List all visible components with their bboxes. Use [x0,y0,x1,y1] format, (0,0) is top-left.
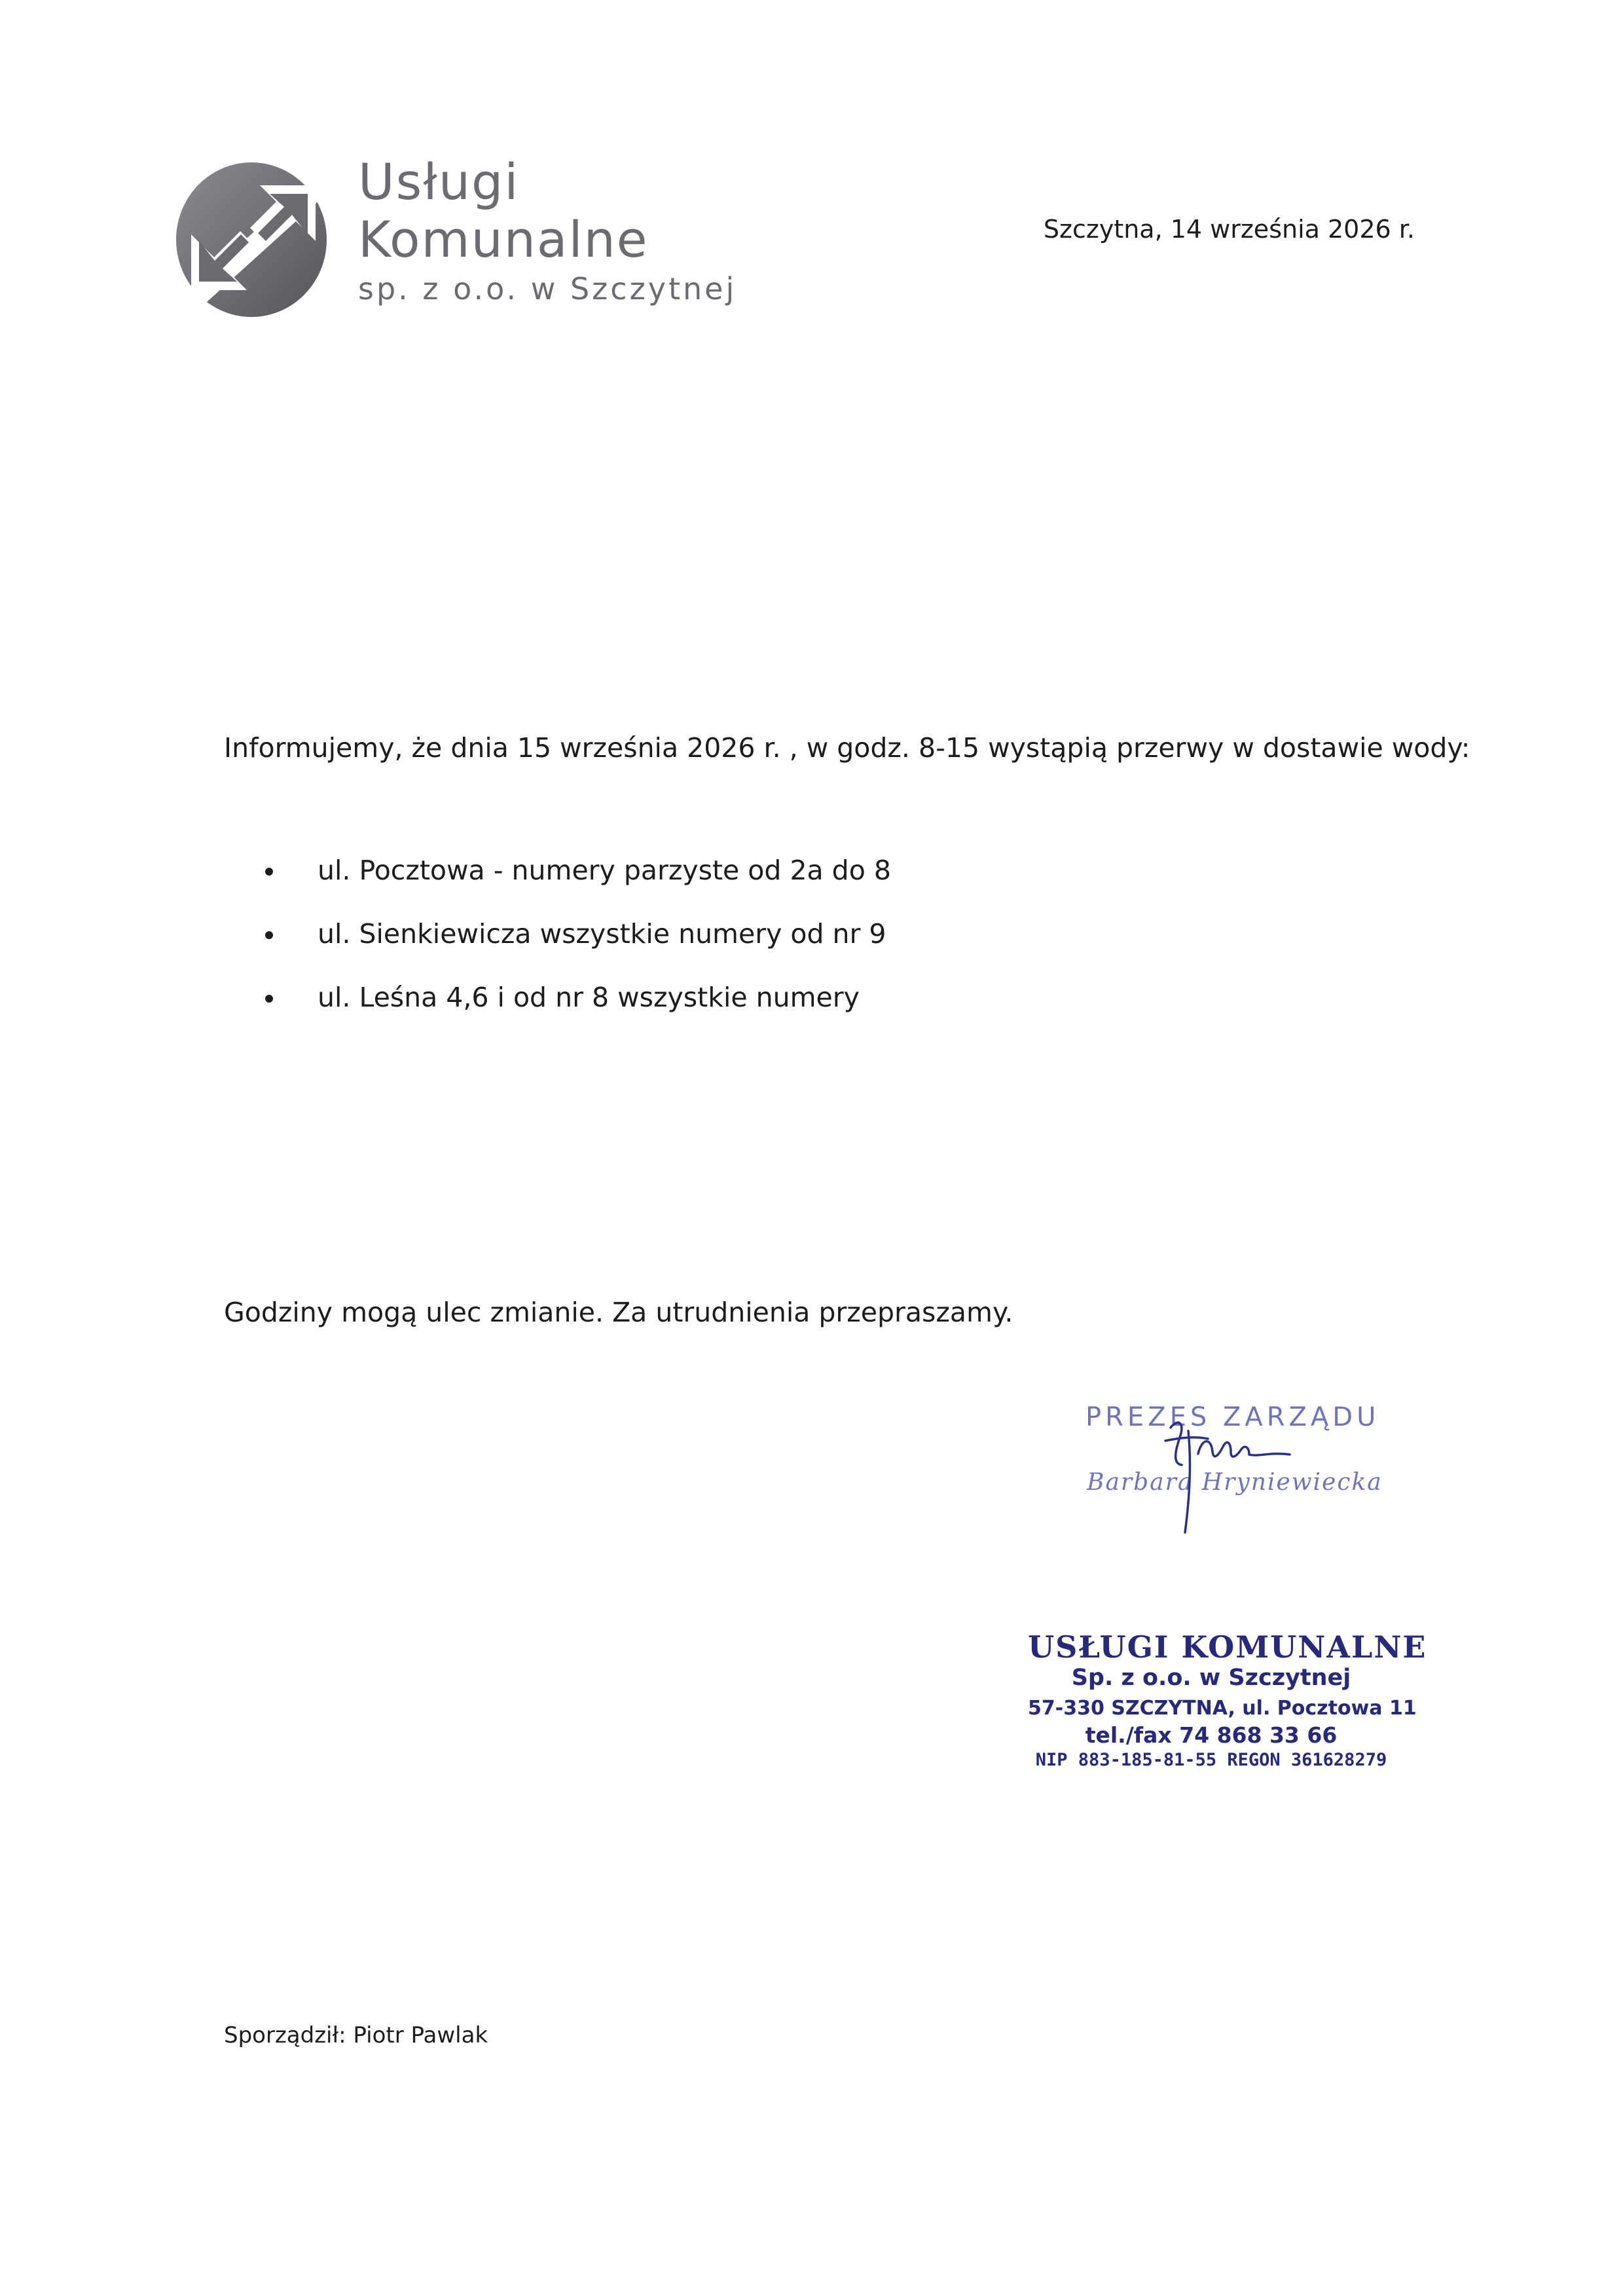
place-date: Szczytna, 14 września 2026 r. [1043,215,1415,244]
company-stamp-name: USŁUGI KOMUNALNE [1028,1629,1427,1665]
bullet-icon [265,995,273,1003]
company-stamp-address: 57-330 SZCZYTNA, ul. Pocztowa 11 [1028,1696,1417,1720]
company-stamp-tel: tel./fax 74 868 33 66 [1085,1722,1338,1749]
street-text: ul. Pocztowa - numery parzyste od 2a do 8 [318,855,891,886]
bullet-icon [265,868,273,876]
company-stamp-sub: Sp. z o.o. w Szczytnej [1071,1664,1351,1691]
logo-line-2: Komunalne [358,210,649,268]
logo-line-1: Usługi [358,153,520,211]
street-text: ul. Sienkiewicza wszystkie numery od nr 9 [318,918,886,950]
intro-paragraph: Informujemy, że dnia 15 września 2026 r. , w godz. 8-15 wystąpią przerwy w dostawie wody: [224,732,1470,764]
logo-arrows-icon [172,156,335,320]
company-stamp-ids: NIP 883-185-81-55 REGON 361628279 [1035,1750,1387,1771]
logo-line-3: sp. z o.o. w Szczytnej [358,271,737,306]
handwritten-signature [1074,1392,1440,1575]
signature-stamp-name: Barbara Hryniewiecka [1087,1469,1383,1496]
signature-stamp [1074,1392,1440,1575]
closing-note: Godziny mogą ulec zmianie. Za utrudnienia przepraszamy. [224,1297,1013,1328]
signature-stamp-title: PREZES ZARZĄDU [1085,1402,1380,1432]
company-stamp [1028,1629,1427,1773]
company-logo [172,153,737,320]
bullet-icon [265,931,273,939]
prepared-by: Sporządził: Piotr Pawlak [224,2022,488,2048]
street-text: ul. Leśna 4,6 i od nr 8 wszystkie numery [318,982,860,1013]
